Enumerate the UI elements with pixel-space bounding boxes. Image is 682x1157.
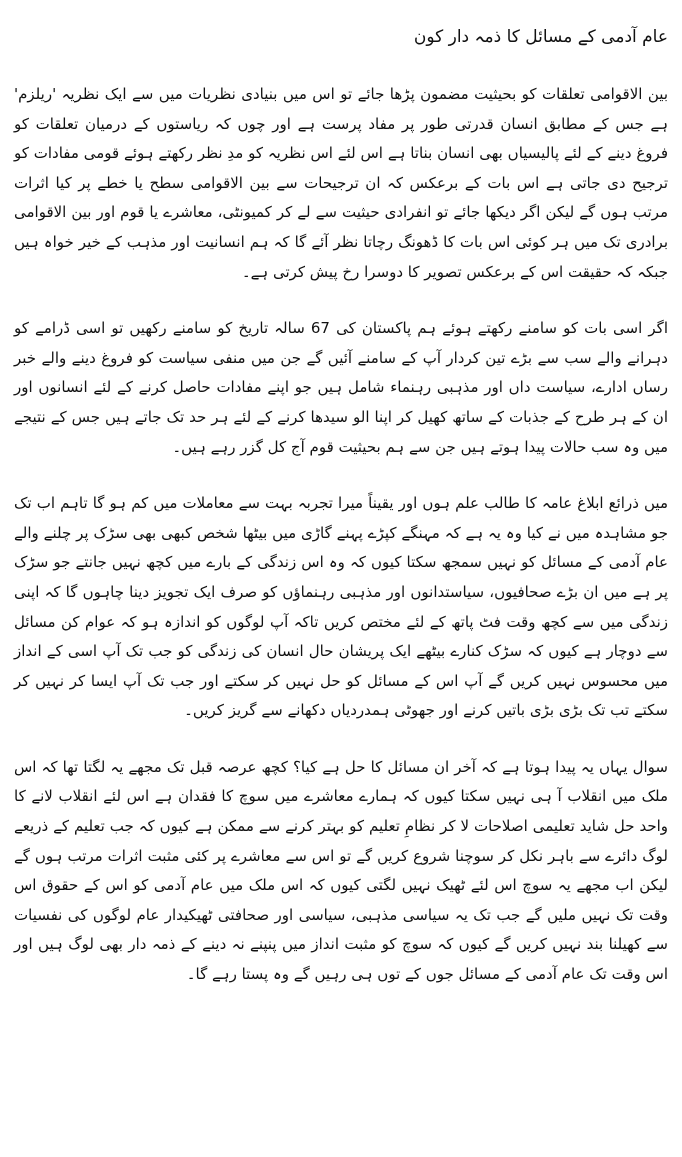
- article-title: عام آدمی کے مسائل کا ذمہ دار کون: [413, 27, 668, 47]
- article-paragraph: بین الاقوامی تعلقات کو بحیثیت مضمون پڑھا جائے تو اس میں بنیادی نظریات میں سے ایک نظریہ 'ریلزم' ہے جس کے مطابق انسان قدرتی طور پر مفاد پرست ہے اور چوں کہ ریاستوں کے درمیان تعلقات کو فروغ دینے کے لئے پالیسیاں بھی انسان بناتا ہے اس لئے اس نظریہ کو مدِ نظر رکھتے ہوئے قومی مفادات کو ترجیح دی جاتی ہے اس بات کے برعکس کہ ان ترجیحات سے بین الاقوامی سطح یا خطے پر کیا اثرات مرتب ہوں گے لیکن اگر دیکھا جائے تو انفرادی حیثیت سے لے کر کمیونٹی، معاشرے یا قوم اور بین الاقوامی برادری تک میں ہر کوئی اس بات کا ڈھونگ رچاتا نظر آئے گا کہ ہم انسانیت اور مذہب کے خیر خواہ ہیں جبکہ کہ حقیقت اس کے برعکس تصویر کا دوسرا رخ پیش کرتی ہے۔: [14, 85, 668, 281]
- article-paragraph: میں ذرائع ابلاغ عامہ کا طالب علم ہوں اور یقیناً میرا تجربہ بہت سے معاملات میں کم ہو گا تاہم اب تک جو مشاہدہ میں نے کیا وہ یہ ہے کہ مہنگے کپڑے پہنے گاڑی میں بیٹھا شخص کبھی بھی سڑک پر چلنے والے عام آدمی کے مسائل کو نہیں سمجھ سکتا کیوں کہ وہ اس زندگی کے بارے میں کچھ نہیں جانتے جو سڑک پر ہے میں ان بڑے صحافیوں، سیاستدانوں اور مذہبی رہنماؤں کو صرف ایک تجویز دینا چاہوں گا کہ اپنی زندگی میں سے کچھ وقت فٹ پاتھ کے لئے مختص کریں تاکہ آپ لوگوں کو اندازہ ہو کہ عوام کن مسائل سے دوچار ہے کیوں کہ سڑک کنارے بیٹھے ایک پریشان حال انسان کی زندگی کو جب تک آپ اسی کے انداز میں محسوس نہیں کریں گے آپ اس کے مسائل کو حل نہیں کر سکتے اور جب تک آپ ایسا کر نہیں کر سکتے تب تک بڑی بڑی باتیں کرنے اور جھوٹی ہمدردیاں دکھانے سے گریز کریں۔: [14, 494, 668, 720]
- article-paragraph: سوال یہاں یہ پیدا ہوتا ہے کہ آخر ان مسائل کا حل ہے کیا؟ کچھ عرصہ قبل تک مجھے یہ لگتا تھا کہ اس ملک میں انقلاب آ ہی نہیں سکتا کیوں کہ ہمارے معاشرے میں سوچ کا فقدان ہے اس لئے انقلاب لانے کا واحد حل شاید تعلیمی اصلاحات لا کر نظامِ تعلیم کو بہتر کرنے سے ممکن ہے کیوں کہ جب تعلیم کے ذریعے لوگ دائرے سے باہر نکل کر سوچنا شروع کریں گے تو اس سے معاشرے پر کئی مثبت اثرات مرتب ہوں گے لیکن اب مجھے یہ سوچ اس لئے ٹھیک نہیں لگتی کیوں کہ اس ملک میں عام آدمی کو اس کے حقوق اس وقت تک نہیں ملیں گے جب تک یہ سیاسی مذہبی، سیاسی اور صحافتی ٹھیکیدار عام لوگوں کی نفسیات سے کھیلنا بند نہیں کریں گے کیوں کہ سوچ کو مثبت انداز میں پنپنے نہ دینے کے ذمہ دار بھی لوگ ہیں اور اس وقت تک عام آدمی کے مسائل جوں کے توں ہی رہیں گے وہ پستا رہے گا۔: [14, 757, 668, 984]
- article-paragraph: اگر اسی بات کو سامنے رکھتے ہوئے ہم پاکستان کی 67 سالہ تاریخ کو سامنے رکھیں تو اسی ڈرامے کو دہرانے والے سب سے بڑے تین کردار آپ کے سامنے آئیں گے جن میں منفی سیاست کو فروغ دینے والے خبر رساں ادارے، سیاست داں اور مذہبی رہنماء شامل ہیں جو اپنے مفادات حاصل کرنے کے لئے انسانوں اور ان کے ہر طرح کے جذبات کے ساتھ کھیل کر اپنا الو سیدھا کرنے کے لئے ہر حد تک جاتے ہیں جس کے نتیجے میں وہ سب حالات پیدا ہوتے ہیں جن سے ہم بحیثیت قوم آج کل گزر رہے ہیں۔: [14, 319, 668, 456]
